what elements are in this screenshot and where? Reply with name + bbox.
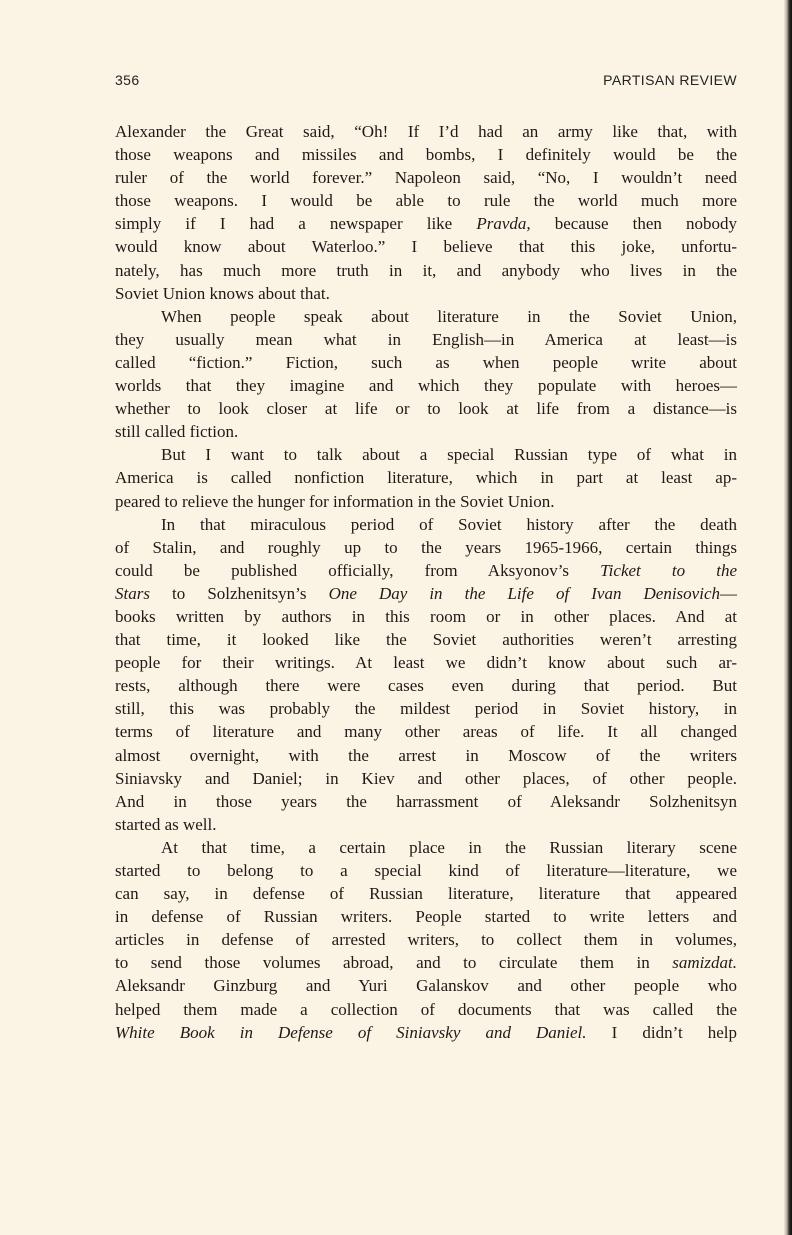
body-text bbox=[115, 120, 737, 1044]
text-line bbox=[115, 1021, 737, 1044]
text-line: rests, although there were cases even during that period. But bbox=[115, 676, 737, 696]
journal-title: PARTISAN REVIEW bbox=[603, 72, 737, 88]
text-segment: I didn’t help bbox=[586, 1022, 737, 1042]
running-head bbox=[115, 72, 737, 94]
text-line: of Stalin, and roughly up to the years 1965-1966, certain things bbox=[115, 537, 737, 557]
italic-samizdat: samizdat. bbox=[672, 953, 737, 973]
text-line: in defense of Russian writers. People started to write letters and bbox=[115, 907, 737, 927]
text-line bbox=[115, 951, 737, 974]
text-line: But I want to talk about a special Russian type of what in bbox=[161, 445, 737, 465]
text-line: When people speak about literature in the Soviet Union, bbox=[161, 306, 737, 326]
text-line: started to belong to a special kind of literature—literature, we bbox=[115, 861, 737, 880]
text-line: worlds that they imagine and which they populate with heroes— bbox=[115, 376, 737, 396]
text-line: almost overnight, with the arrest in Moscow of the writers bbox=[115, 745, 737, 765]
italic-ivan-title: One Day in the Life of Ivan Denisovich bbox=[328, 583, 720, 603]
text-segment: to send those volumes abroad, and to circulate them in bbox=[115, 953, 673, 973]
text-line: Aleksandr Ginzburg and Yuri Galanskov and other people who bbox=[115, 976, 737, 996]
text-line: helped them made a collection of documents that was called the bbox=[115, 999, 737, 1019]
text-line: can say, in defense of Russian literature, literature that appeared bbox=[115, 884, 737, 904]
italic-pravda: Pravda, bbox=[476, 214, 531, 234]
text-line: And in those years the harrassment of Aleksandr Solzhenitsyn bbox=[115, 791, 737, 811]
text-line: called “fiction.” Fiction, such as when people write about bbox=[115, 352, 737, 372]
text-line: that time, it looked like the Soviet authorities weren’t arresting bbox=[115, 630, 737, 650]
text-segment: could be published officially, from Aksyonov’s bbox=[115, 560, 601, 580]
text-line: would know about Waterloo.” I believe that this joke, unfortu- bbox=[115, 237, 737, 257]
italic-stars: Stars bbox=[115, 583, 150, 603]
text-segment: simply if I had a newspaper like bbox=[115, 214, 477, 234]
text-line: those weapons. I would be able to rule the world much more bbox=[115, 191, 737, 211]
text-line: whether to look closer at life or to look at life from a distance—is bbox=[115, 399, 737, 419]
text-line: terms of literature and many other areas of life. It all changed bbox=[115, 722, 737, 742]
text-line: started as well. bbox=[115, 814, 217, 834]
page-number: 356 bbox=[115, 72, 140, 88]
text-line: At that time, a certain place in the Russian literary scene bbox=[161, 837, 737, 857]
italic-ticket-title: Ticket to the bbox=[600, 560, 737, 580]
text-line: books written by authors in this room or in other places. And at bbox=[115, 606, 737, 626]
text-line bbox=[115, 559, 737, 582]
text-line: still called fiction. bbox=[115, 422, 239, 442]
text-line: they usually mean what in English—in America at least—is bbox=[115, 329, 737, 349]
text-segment: to Solzhenitsyn’s bbox=[149, 583, 329, 603]
italic-white-book: White Book in Defense of Siniavsky and Daniel. bbox=[115, 1022, 587, 1042]
text-line: Siniavsky and Daniel; in Kiev and other places, of other people. bbox=[115, 768, 737, 788]
page-edge-shadow bbox=[784, 0, 792, 1235]
text-line bbox=[115, 212, 737, 235]
text-line: articles in defense of arrested writers, to collect them in volumes, bbox=[115, 930, 737, 950]
text-line: ruler of the world forever.” Napoleon said, “No, I wouldn’t need bbox=[115, 168, 737, 188]
text-line bbox=[115, 582, 737, 605]
text-segment: because then nobody bbox=[530, 214, 737, 234]
text-segment: — bbox=[720, 583, 737, 603]
text-line: peared to relieve the hunger for information in the Soviet Union. bbox=[115, 491, 555, 511]
text-line: those weapons and missiles and bombs, I definitely would be the bbox=[115, 145, 737, 165]
text-line: In that miraculous period of Soviet history after the death bbox=[161, 514, 737, 534]
text-line: America is called nonfiction literature, which in part at least ap- bbox=[115, 468, 737, 488]
text-line: nately, has much more truth in it, and anybody who lives in the bbox=[115, 260, 737, 280]
text-line: people for their writings. At least we didn’t know about such ar- bbox=[115, 653, 737, 673]
text-line: still, this was probably the mildest period in Soviet history, in bbox=[115, 699, 737, 719]
text-line: Soviet Union knows about that. bbox=[115, 283, 330, 303]
text-line: Alexander the Great said, “Oh! If I’d had an army like that, with bbox=[115, 122, 737, 141]
